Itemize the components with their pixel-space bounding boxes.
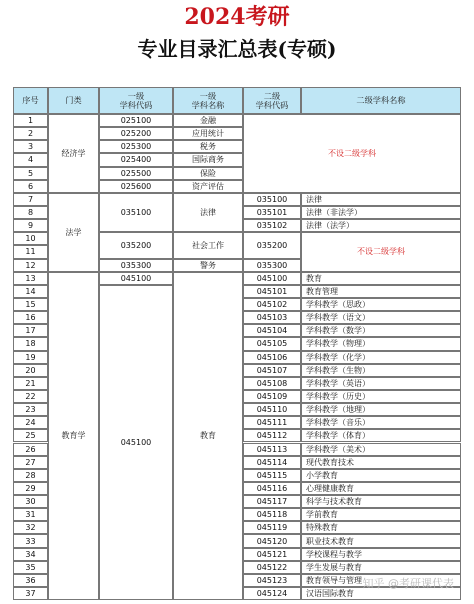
seq-cell: 16 [13,311,48,324]
seq-cell: 37 [13,587,48,600]
no-second-level-note: 不设二级学科 [243,114,461,193]
category-education: 教育学 [48,272,99,601]
l2-code-cell: 045122 [243,561,301,574]
l1-code-cell: 035200 [99,232,173,258]
l1-name-cell: 保险 [173,167,243,180]
l2-name-cell: 学前教育 [301,508,461,521]
l1-name-cell: 税务 [173,140,243,153]
l2-code-cell: 045107 [243,364,301,377]
l2-code-cell: 045111 [243,416,301,429]
l1-code-cell: 025100 [99,114,173,127]
l2-code-cell: 035102 [243,219,301,232]
l1-code-cell: 035300 [99,259,173,272]
l2-name-cell: 现代教育技术 [301,456,461,469]
seq-cell: 4 [13,153,48,166]
l1-code-cell: 025200 [99,127,173,140]
l1-name-cell: 应用统计 [173,127,243,140]
seq-cell: 25 [13,429,48,442]
l2-name-cell: 学生发展与教育 [301,561,461,574]
seq-cell: 26 [13,443,48,456]
seq-cell: 27 [13,456,48,469]
l2-code-cell: 045109 [243,390,301,403]
seq-cell: 3 [13,140,48,153]
l2-code-cell: 035100 [243,193,301,206]
l2-name-cell: 学科教学（音乐） [301,416,461,429]
l2-name-cell: 法律（法学） [301,219,461,232]
l2-code-cell: 045105 [243,337,301,350]
l2-name-cell: 汉语国际教育 [301,587,461,600]
l2-code-cell: 045110 [243,403,301,416]
l1-code-cell: 025400 [99,153,173,166]
seq-cell: 20 [13,364,48,377]
watermark: 知乎 @考研课代表 [362,577,454,590]
l2-code-cell: 045103 [243,311,301,324]
l2-code-cell: 045119 [243,521,301,534]
l1-name-cell: 国际商务 [173,153,243,166]
seq-cell: 1 [13,114,48,127]
l1-name-cell: 资产评估 [173,180,243,193]
seq-cell: 36 [13,574,48,587]
seq-cell: 11 [13,245,48,258]
l1-name-cell: 教育 [173,272,243,601]
l2-code-cell: 045121 [243,548,301,561]
seq-cell: 31 [13,508,48,521]
l2-name-cell: 学科教学（化学） [301,351,461,364]
l2-code-cell: 045120 [243,534,301,547]
header-l1-name: 一级 学科名称 [173,87,243,114]
l2-name-cell: 学科教学（地理） [301,403,461,416]
catalog-table [13,87,461,601]
l2-name-cell: 学科教学（美术） [301,443,461,456]
l1-code-cell: 045100 [99,272,173,285]
header-seq: 序号 [13,87,48,114]
l2-code-cell: 045102 [243,298,301,311]
seq-cell: 24 [13,416,48,429]
l2-code-cell: 045112 [243,429,301,442]
seq-cell: 18 [13,337,48,350]
l1-code-cell: 025300 [99,140,173,153]
seq-cell: 12 [13,259,48,272]
l2-name-cell: 教育领导与管理 [301,574,461,587]
l2-name-cell: 学科教学（思政） [301,298,461,311]
l2-code-cell: 045115 [243,469,301,482]
l2-name-cell: 教育 [301,272,461,285]
l2-name-cell: 科学与技术教育 [301,495,461,508]
seq-cell: 9 [13,219,48,232]
l2-name-cell: 学科教学（数学） [301,324,461,337]
seq-cell: 34 [13,548,48,561]
l2-name-cell: 法律 [301,193,461,206]
seq-cell: 14 [13,285,48,298]
l1-code-cell: 025600 [99,180,173,193]
l2-name-cell: 学科教学（体育） [301,429,461,442]
l2-code-cell: 045108 [243,377,301,390]
l2-name-cell: 学科教学（英语） [301,377,461,390]
l1-name-cell: 金融 [173,114,243,127]
header-l2-name: 二级学科名称 [301,87,461,114]
seq-cell: 8 [13,206,48,219]
l2-code-cell: 045106 [243,351,301,364]
l2-code-cell: 045123 [243,574,301,587]
seq-cell: 22 [13,390,48,403]
page-subtitle: 专业目录汇总表(专硕) [137,37,337,61]
seq-cell: 35 [13,561,48,574]
seq-cell: 23 [13,403,48,416]
l2-name-cell: 学科教学（语文） [301,311,461,324]
seq-cell: 30 [13,495,48,508]
category-economics: 经济学 [48,114,99,193]
l1-code-cell: 025500 [99,167,173,180]
l2-name-cell: 学校课程与教学 [301,548,461,561]
l1-name-cell: 法律 [173,193,243,232]
l2-code-cell: 045113 [243,443,301,456]
l1-name-cell: 警务 [173,259,243,272]
l2-code-cell: 035200 [243,232,301,258]
l2-code-cell: 045104 [243,324,301,337]
seq-cell: 17 [13,324,48,337]
seq-cell: 7 [13,193,48,206]
l2-name-cell: 学科教学（生物） [301,364,461,377]
l2-code-cell: 045117 [243,495,301,508]
seq-cell: 32 [13,521,48,534]
l1-code-cell: 035100 [99,193,173,232]
l2-code-cell: 045101 [243,285,301,298]
seq-cell: 6 [13,180,48,193]
l1-name-cell: 社会工作 [173,232,243,258]
l2-name-cell: 职业技术教育 [301,534,461,547]
seq-cell: 28 [13,469,48,482]
seq-cell: 5 [13,167,48,180]
l2-code-cell: 045100 [243,272,301,285]
seq-cell: 29 [13,482,48,495]
seq-cell: 33 [13,534,48,547]
l2-code-cell: 045114 [243,456,301,469]
seq-cell: 19 [13,351,48,364]
l2-code-cell: 035300 [243,259,301,272]
l2-code-cell: 035101 [243,206,301,219]
category-law: 法学 [48,193,99,272]
page-title: 2024考研 [184,4,290,30]
l2-name-cell: 学科教学（历史） [301,390,461,403]
l1-code-cell: 045100 [99,285,173,600]
seq-cell: 21 [13,377,48,390]
l2-name-cell: 特殊教育 [301,521,461,534]
header-l2-code: 二级 学科代码 [243,87,301,114]
seq-cell: 13 [13,272,48,285]
l2-name-cell: 法律（非法学） [301,206,461,219]
header-l1-code: 一级 学科代码 [99,87,173,114]
seq-cell: 15 [13,298,48,311]
l2-name-cell: 学科教学（物理） [301,337,461,350]
l2-name-cell: 小学教育 [301,469,461,482]
l2-code-cell: 045124 [243,587,301,600]
l2-name-cell: 心理健康教育 [301,482,461,495]
header-category: 门类 [48,87,99,114]
seq-cell: 10 [13,232,48,245]
seq-cell: 2 [13,127,48,140]
no-second-level-note: 不设二级学科 [301,232,461,271]
l2-name-cell: 教育管理 [301,285,461,298]
l2-code-cell: 045116 [243,482,301,495]
l2-code-cell: 045118 [243,508,301,521]
